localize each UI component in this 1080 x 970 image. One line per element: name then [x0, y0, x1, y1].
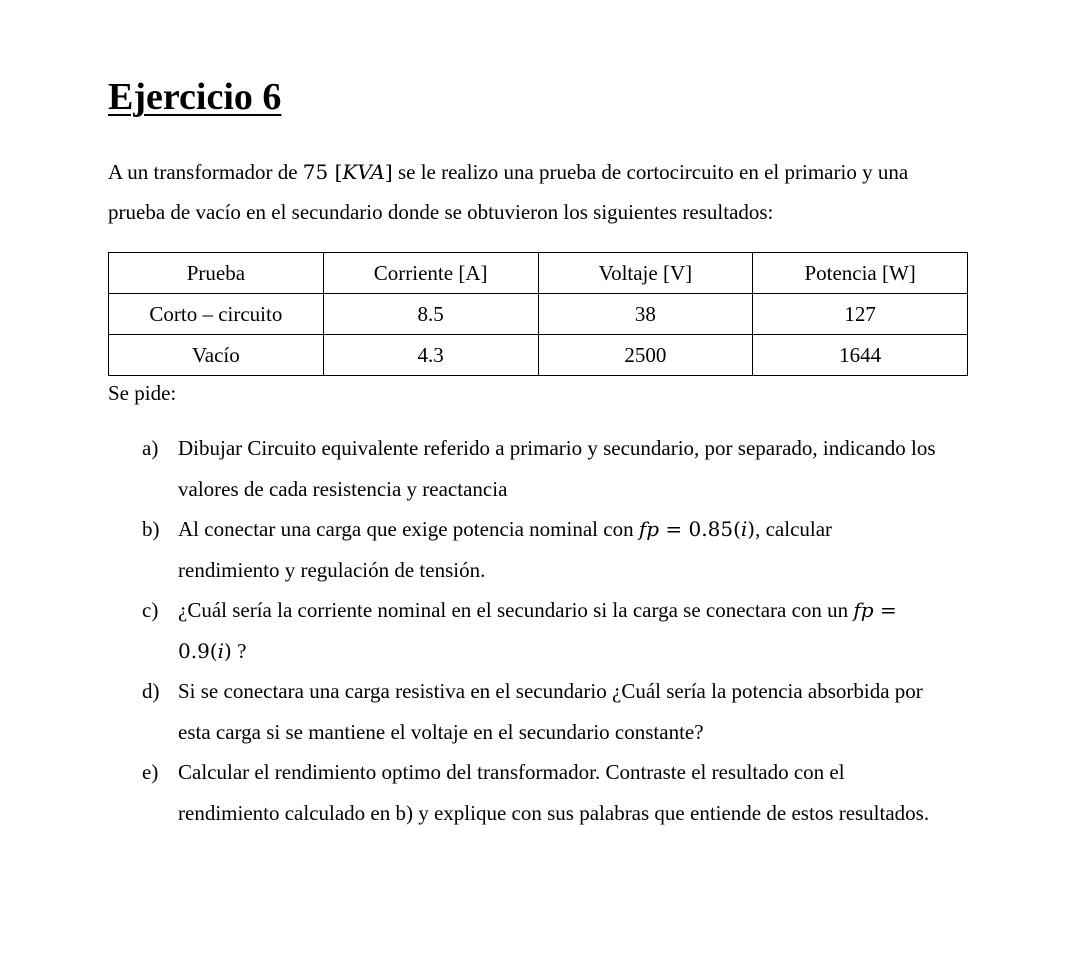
cell-corriente: 8.5 — [323, 294, 538, 335]
question-mark: e) — [142, 760, 159, 784]
results-table — [108, 252, 968, 376]
question-item-d — [108, 671, 938, 752]
question-text-after: ? — [231, 638, 247, 663]
formula-eq: = 0.85( — [659, 517, 741, 541]
formula-eq: = 0.9( — [178, 598, 897, 663]
formula-var: fp — [638, 517, 660, 541]
se-pide-label: Se pide: — [108, 381, 177, 405]
formula-close: ) — [224, 638, 232, 663]
header-prueba: Prueba — [109, 253, 324, 294]
header-voltaje: Voltaje [V] — [538, 253, 753, 294]
intro-text-after: se le realizo una prueba de cortocircuito en el primario y una prueba de vacío en el secundario donde se obtuvieron los siguientes resultados: — [108, 160, 909, 224]
question-text-before: Al conectar una carga que exige potencia nominal con — [178, 517, 639, 541]
formula-i: i — [217, 638, 225, 663]
cell-potencia: 127 — [753, 294, 968, 335]
question-text: Si se conectara una carga resistiva en el secundario ¿Cuál sería la potencia absorbida por esta carga si se mantiene el voltaje en el secundario constante? — [178, 679, 923, 744]
cell-corriente: 4.3 — [323, 335, 538, 376]
question-item-b — [108, 509, 938, 590]
power-unit: KVA — [342, 160, 385, 184]
question-list — [108, 428, 968, 833]
header-potencia: Potencia [W] — [753, 253, 968, 294]
question-item-e — [108, 752, 938, 833]
question-item-c — [108, 590, 938, 671]
intro-paragraph — [108, 152, 968, 232]
question-text-after: , calcular rendimiento y regulación de tensión. — [178, 517, 833, 582]
question-text: Calcular el rendimiento optimo del transformador. Contraste el resultado con el rendimiento calculado en b) y explique con sus palabras que entiende de estos resultados. — [178, 760, 930, 825]
question-mark: d) — [142, 679, 160, 703]
formula-i: i — [740, 517, 748, 541]
table-row — [109, 294, 968, 335]
table-header-row — [109, 253, 968, 294]
power-factor-formula — [639, 517, 755, 541]
question-text-before: ¿Cuál sería la corriente nominal en el secundario si la carga se conectara con un — [178, 598, 854, 622]
cell-voltaje: 38 — [538, 294, 753, 335]
power-value: 75 [ — [302, 160, 343, 184]
cell-potencia: 1644 — [753, 335, 968, 376]
power-bracket: ] — [384, 160, 393, 184]
header-corriente: Corriente [A] — [323, 253, 538, 294]
formula-close: ) — [747, 517, 756, 541]
formula-var: fp — [853, 598, 874, 622]
cell-voltaje: 2500 — [538, 335, 753, 376]
page-title: Ejercicio 6 — [108, 76, 282, 118]
power-rating — [303, 160, 393, 184]
question-mark: b) — [142, 517, 160, 541]
question-mark: c) — [142, 598, 159, 622]
question-mark: a) — [142, 436, 159, 460]
cell-prueba: Corto – circuito — [109, 294, 324, 335]
table-row — [109, 335, 968, 376]
question-item-a — [108, 428, 938, 509]
question-text: Dibujar Circuito equivalente referido a primario y secundario, por separado, indicando los valores de cada resistencia y reactancia — [178, 436, 936, 501]
cell-prueba: Vacío — [109, 335, 324, 376]
intro-text-before: A un transformador de — [108, 160, 303, 184]
